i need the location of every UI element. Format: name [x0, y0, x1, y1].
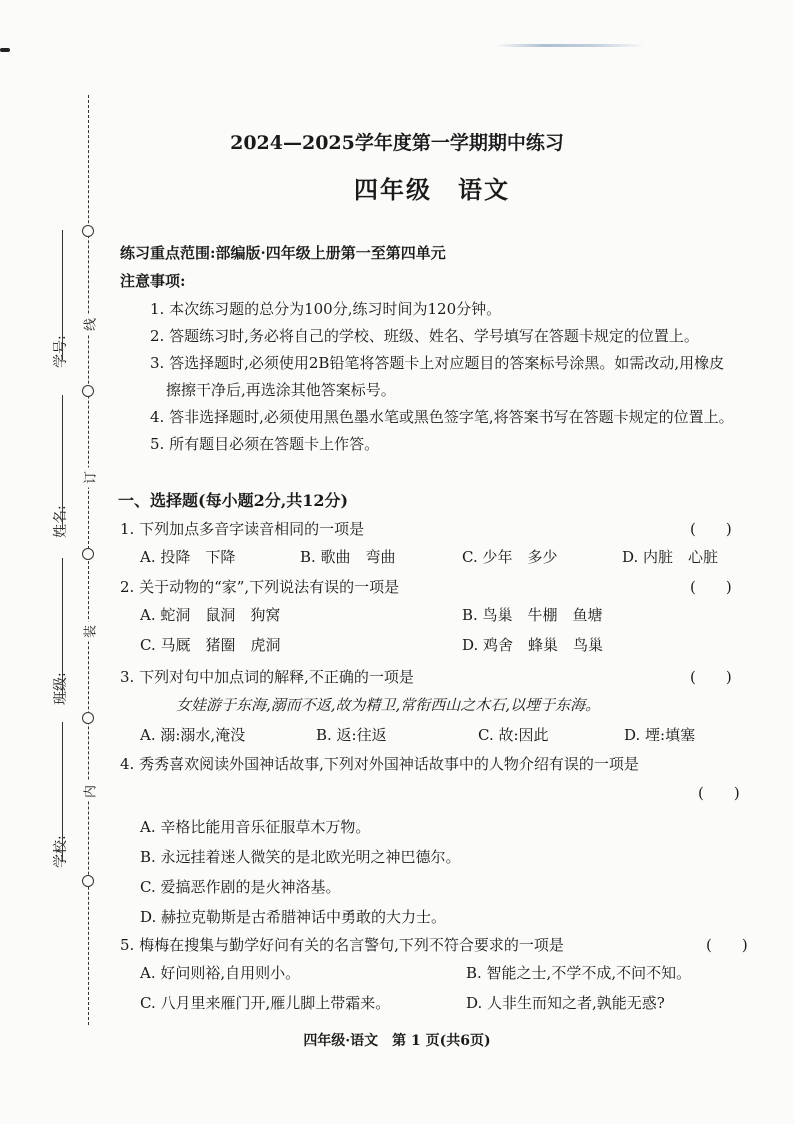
exam-subtitle: 四年级 语文: [354, 175, 510, 204]
q3-option-c[interactable]: C. 故:因此: [478, 726, 549, 744]
q4-option-c[interactable]: C. 爱搞恶作剧的是火神洛基。: [140, 878, 341, 896]
section-heading: 一、选择题(每小题2分,共12分): [118, 491, 349, 510]
binding-char-nei: 内: [80, 782, 99, 802]
name-blank[interactable]: [62, 395, 63, 530]
q1-option-b[interactable]: B. 歌曲 弯曲: [300, 548, 396, 566]
page-footer: 四年级·语文 第 1 页(共6页): [303, 1033, 491, 1049]
notice-item: 2. 答题练习时,务必将自己的学校、班级、姓名、学号填写在答题卡规定的位置上。: [150, 327, 699, 345]
notice-item: 5. 所有题目必须在答题卡上作答。: [150, 435, 380, 453]
question-4-stem: 4. 秀秀喜欢阅读外国神话故事,下列对外国神话故事中的人物介绍有误的一项是: [120, 755, 639, 773]
question-2-stem: 2. 关于动物的“家”,下列说法有误的一项是: [120, 578, 400, 596]
class-blank[interactable]: [62, 558, 63, 698]
scan-artifact: [495, 44, 645, 47]
q3-option-d[interactable]: D. 堙:填塞: [624, 726, 696, 744]
binding-hole: [82, 712, 94, 724]
student-id-label: 学号:: [53, 335, 69, 368]
q2-option-b[interactable]: B. 鸟巢 牛棚 鱼塘: [462, 606, 603, 624]
q2-option-d[interactable]: D. 鸡舍 蜂巢 鸟巢: [462, 636, 604, 654]
notice-item: 3. 答选择题时,必须使用2B铅笔将答题卡上对应题目的答案标号涂黑。如需改动,用橡皮: [150, 354, 725, 372]
q1-option-d[interactable]: D. 内脏 心脏: [622, 548, 719, 566]
q4-option-d[interactable]: D. 赫拉克勒斯是古希腊神话中勇敢的大力士。: [140, 908, 447, 926]
binding-hole: [82, 548, 94, 560]
q5-option-d[interactable]: D. 人非生而知之者,孰能无惑?: [466, 994, 665, 1012]
classical-quote: 女娃游于东海,溺而不返,故为精卫,常衔西山之木石,以堙于东海。: [176, 696, 601, 714]
binding-hole: [82, 385, 94, 397]
student-id-blank[interactable]: [62, 230, 63, 360]
binding-hole: [82, 225, 94, 237]
q3-option-b[interactable]: B. 返:往返: [316, 726, 387, 744]
q4-option-a[interactable]: A. 辛格比能用音乐征服草木万物。: [140, 818, 371, 836]
answer-paren-4[interactable]: ( ): [698, 784, 740, 802]
q5-option-c[interactable]: C. 八月里来雁门开,雁儿脚上带霜来。: [140, 994, 391, 1012]
exam-title: 2024—2025学年度第一学期期中练习: [230, 132, 564, 154]
question-5-stem: 5. 梅梅在搜集与勤学好问有关的名言警句,下列不符合要求的一项是: [120, 936, 564, 954]
scope-text: 练习重点范围:部编版·四年级上册第一至第四单元: [120, 244, 446, 262]
q1-option-a[interactable]: A. 投降 下降: [140, 548, 236, 566]
q2-option-c[interactable]: C. 马厩 猪圈 虎洞: [140, 636, 281, 654]
scan-mark: [0, 48, 10, 52]
answer-paren-5[interactable]: ( ): [706, 936, 748, 954]
school-label: 学校:: [53, 835, 69, 868]
q1-option-c[interactable]: C. 少年 多少: [462, 548, 558, 566]
class-label: 班级:: [53, 672, 69, 705]
q2-option-a[interactable]: A. 蛇洞 鼠洞 狗窝: [140, 606, 281, 624]
answer-paren-3[interactable]: ( ): [690, 668, 732, 686]
name-label: 姓名:: [53, 505, 69, 538]
question-1-stem: 1. 下列加点多音字读音相同的一项是: [120, 520, 365, 538]
q5-option-a[interactable]: A. 好问则裕,自用则小。: [140, 964, 301, 982]
answer-paren-2[interactable]: ( ): [690, 578, 732, 596]
question-3-stem: 3. 下列对句中加点词的解释,不正确的一项是: [120, 668, 414, 686]
school-blank[interactable]: [62, 722, 63, 862]
notice-item-continued: 擦擦干净后,再选涂其他答案标号。: [166, 381, 396, 399]
q5-option-b[interactable]: B. 智能之士,不学不成,不问不知。: [466, 964, 692, 982]
q4-option-b[interactable]: B. 永远挂着迷人微笑的是北欧光明之神巴德尔。: [140, 848, 461, 866]
binding-char-xian: 线: [80, 315, 99, 335]
notice-heading: 注意事项:: [120, 272, 186, 290]
binding-char-zhuang: 装: [80, 622, 99, 642]
binding-char-ding: 订: [80, 468, 99, 488]
notice-item: 4. 答非选择题时,必须使用黑色墨水笔或黑色签字笔,将答案书写在答题卡规定的位置上。: [150, 408, 734, 426]
answer-paren-1[interactable]: ( ): [690, 520, 732, 538]
binding-hole: [82, 875, 94, 887]
q3-option-a[interactable]: A. 溺:溺水,淹没: [140, 726, 246, 744]
notice-item: 1. 本次练习题的总分为100分,练习时间为120分钟。: [150, 300, 502, 318]
